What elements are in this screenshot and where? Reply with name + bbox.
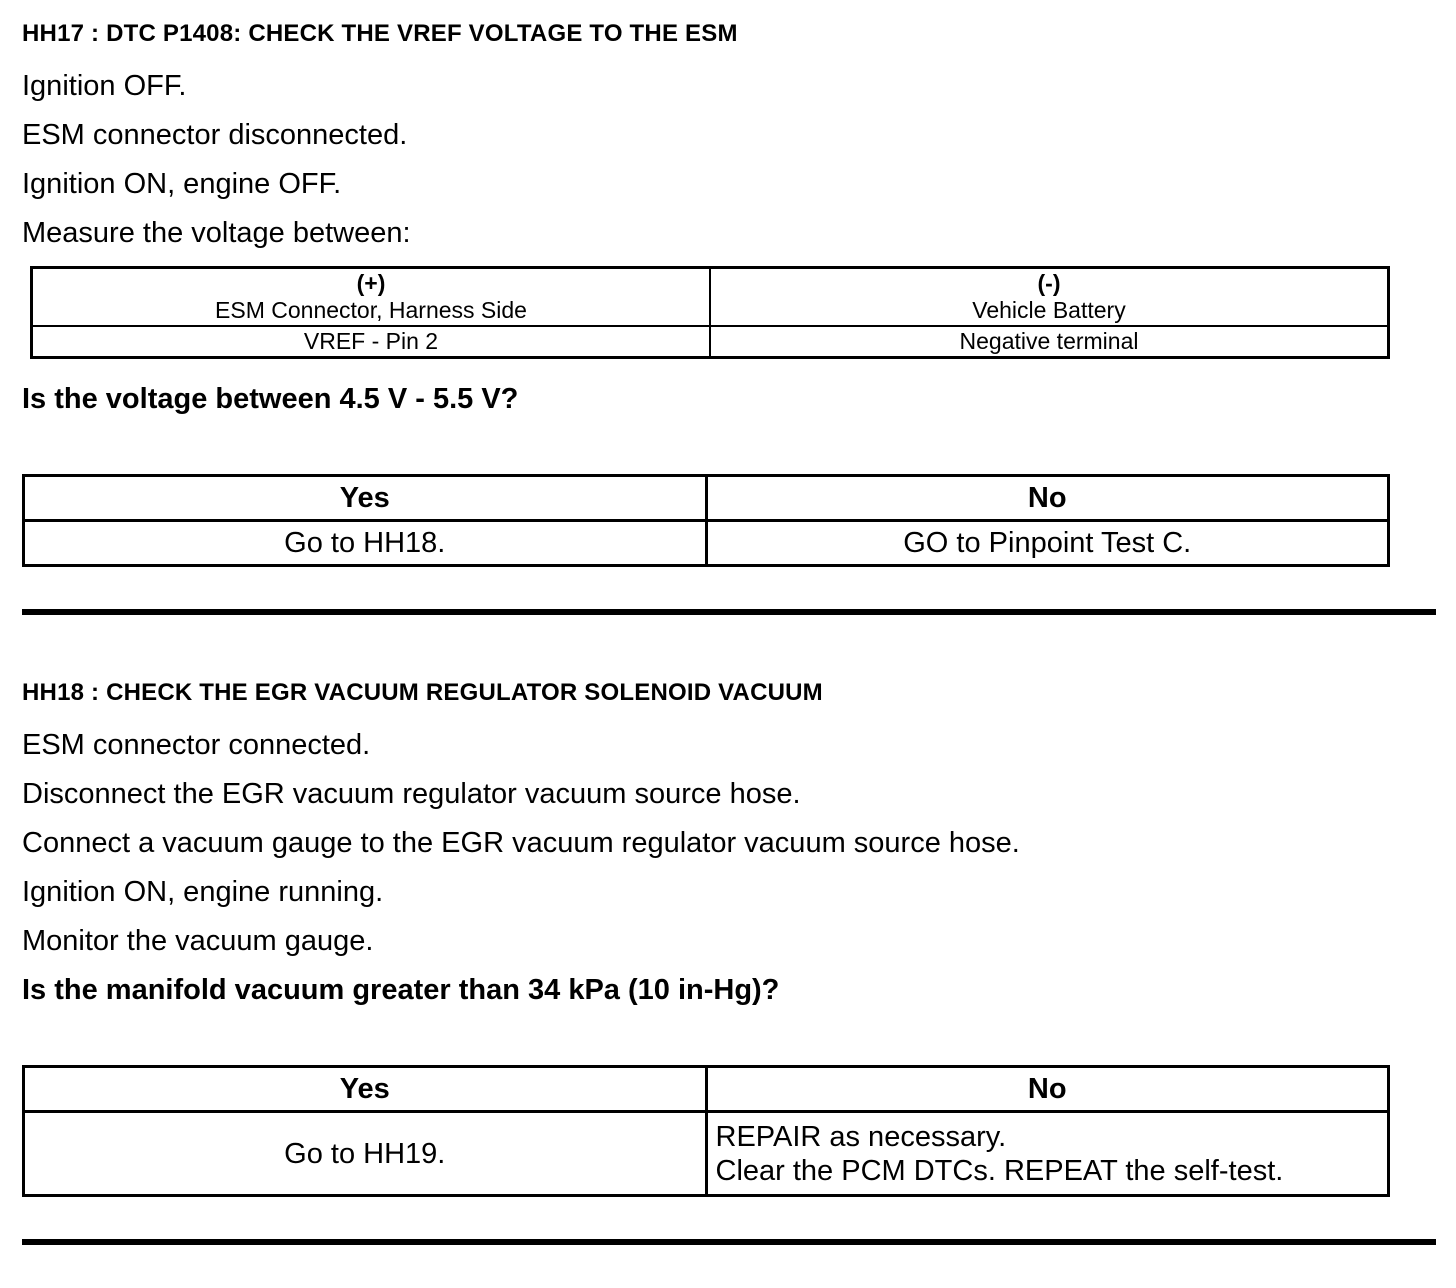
step-line: Ignition OFF. <box>22 70 187 102</box>
decision-header-row <box>24 1067 1389 1112</box>
yes-header-cell: Yes <box>24 476 707 521</box>
negative-value-cell: Negative terminal <box>710 326 1389 358</box>
section-divider <box>22 609 1436 615</box>
section-heading-hh18: HH18 : CHECK THE EGR VACUUM REGULATOR SOLENOID VACUUM <box>22 679 823 706</box>
measurement-negative-header-cell <box>710 268 1389 327</box>
no-header-cell: No <box>706 476 1389 521</box>
positive-source-label: ESM Connector, Harness Side <box>215 297 527 323</box>
test-question: Is the manifold vacuum greater than 34 kPa (10 in-Hg)? <box>22 974 780 1006</box>
yes-action-cell: Go to HH18. <box>24 521 707 566</box>
positive-sign-label: (+) <box>356 270 386 296</box>
negative-source-label: Vehicle Battery <box>972 297 1126 323</box>
step-line: ESM connector disconnected. <box>22 119 408 151</box>
measurement-table-value-row <box>32 326 1389 358</box>
step-line: Connect a vacuum gauge to the EGR vacuum regulator vacuum source hose. <box>22 827 1020 859</box>
decision-action-row <box>24 1112 1389 1196</box>
negative-sign-label: (-) <box>1037 270 1061 296</box>
yes-action-cell: Go to HH19. <box>24 1112 707 1196</box>
test-section-hh17 <box>22 20 1436 567</box>
step-line: Measure the voltage between: <box>22 217 411 249</box>
measurement-table-header-row <box>32 268 1389 327</box>
test-question: Is the voltage between 4.5 V - 5.5 V? <box>22 383 519 415</box>
step-line: Ignition ON, engine running. <box>22 876 384 908</box>
measurement-positive-header-cell <box>32 268 711 327</box>
yes-header-cell: Yes <box>24 1067 707 1112</box>
no-header-cell: No <box>706 1067 1389 1112</box>
test-section-hh18 <box>22 679 1436 1197</box>
page-bottom-rule <box>22 1239 1436 1245</box>
step-line: Disconnect the EGR vacuum regulator vacuum source hose. <box>22 778 801 810</box>
no-action-line-2: Clear the PCM DTCs. REPEAT the self-test. <box>715 1154 1284 1187</box>
decision-action-row <box>24 521 1389 566</box>
positive-value-cell: VREF - Pin 2 <box>32 326 711 358</box>
decision-header-row <box>24 476 1389 521</box>
decision-table-hh17 <box>22 474 1390 567</box>
no-action-cell: GO to Pinpoint Test C. <box>706 521 1389 566</box>
section-heading-hh17: HH17 : DTC P1408: CHECK THE VREF VOLTAGE TO THE ESM <box>22 20 738 47</box>
step-line: ESM connector connected. <box>22 729 371 761</box>
measurement-table <box>30 266 1390 359</box>
no-action-line-1: REPAIR as necessary. <box>715 1120 1007 1153</box>
no-action-cell <box>706 1112 1389 1196</box>
step-line: Ignition ON, engine OFF. <box>22 168 342 200</box>
decision-table-hh18 <box>22 1065 1390 1197</box>
step-line: Monitor the vacuum gauge. <box>22 925 374 957</box>
